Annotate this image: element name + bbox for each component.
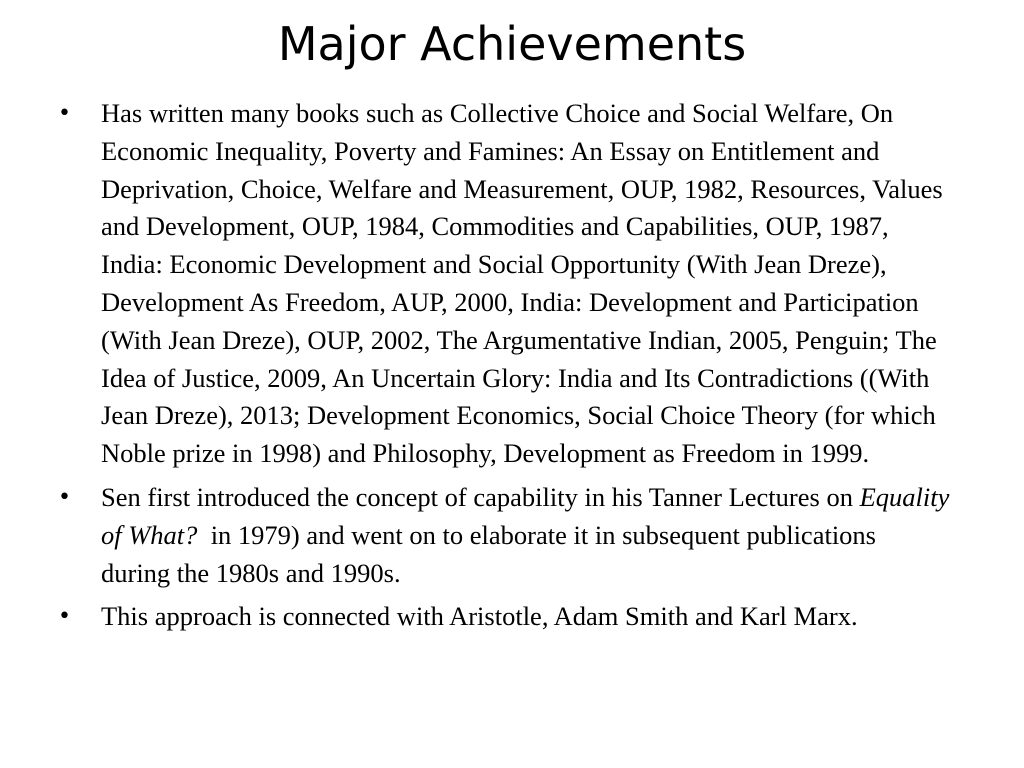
slide-title: Major Achievements [277,17,747,71]
bullet-icon: • [58,604,71,630]
bullet-text-start: Sen first introduced the concept of capability in his Tanner Lectures on [101,481,860,512]
bullet-item-capability [0,479,951,592]
bullet-icon: • [58,101,71,126]
bullet-icon: • [58,484,71,510]
bullet-text-end: in 1979) and went on to elaborate it in subsequent publications during the 1980s and 1990s. [101,519,883,588]
bullet-list [0,95,1024,642]
bullet-text [101,479,951,592]
bullet-text: This approach is connected with Aristotle, Adam Smith and Karl Marx. [101,601,858,632]
bullet-text-italic-title: Equality of What? [101,481,950,550]
bullet-item-approach [0,598,951,636]
bullet-item-books [0,95,951,473]
bullet-text: Has written many books such as Collective Choice and Social Welfare, On Economic Inequality, Poverty and Famines: An Essay on Entitlement and Deprivation, Choice, Welfare and Measurement, OUP, 1982, Resources, Values and Development, OUP, 1984, Commodities and Capabilities, OUP, 1987, India: Economic Development and Social Opportunity (With Jean Dreze), Development As Freedom, AUP, 2000, India: Development and Participation (With Jean Dreze), OUP, 2002, The Argumentative Indian, 2005, Penguin; The Idea of Justice, 2009, An Uncertain Glory: India and Its Contradictions ((With Jean Dreze), 2013; Development Economics, Social Choice Theory (for which Noble prize in 1998) and Philosophy, Development as Freedom in 1999. [101,98,943,469]
